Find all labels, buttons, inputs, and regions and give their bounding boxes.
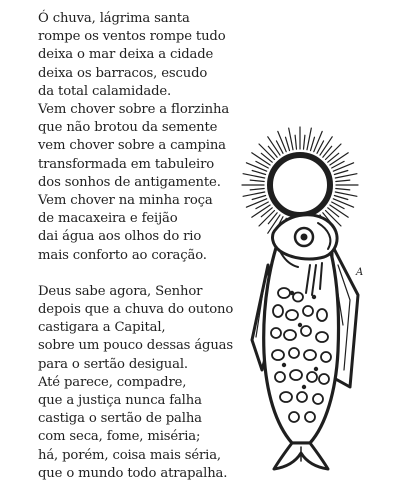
sun-ray xyxy=(336,189,350,190)
sun-ray xyxy=(334,171,347,175)
sun-ray xyxy=(289,128,293,150)
fish-icon xyxy=(252,215,358,469)
poem-line: depois que a chuva do outono xyxy=(38,302,234,318)
poem-line: mais conforto ao coração. xyxy=(38,247,207,263)
stanza-1 xyxy=(38,10,248,265)
sun-ray xyxy=(334,196,347,200)
sun-icon xyxy=(270,155,330,215)
sun-ray xyxy=(311,137,315,150)
sun-ray xyxy=(250,189,264,190)
poem-line: deixa o mar deixa a cidade xyxy=(38,47,214,63)
sun-ray xyxy=(335,174,357,178)
poem-line: Até parece, compadre, xyxy=(38,374,187,390)
poem-line: dai água aos olhos do rio xyxy=(38,229,202,245)
poem-line: para o sertão desigual. xyxy=(38,356,188,372)
sun-ray xyxy=(243,192,265,196)
poem-line: que o mundo todo atrapalha. xyxy=(38,465,228,481)
poem-line: Ó chuva, lágrima santa xyxy=(38,11,190,26)
sun-ray xyxy=(286,137,290,150)
poem-line: sobre um pouco dessas águas xyxy=(38,338,234,354)
sun-ray xyxy=(333,163,353,171)
sun-ray xyxy=(278,131,286,151)
poem-text xyxy=(38,10,248,483)
poem-line: que a justiça nunca falha xyxy=(38,393,202,409)
sun-ray xyxy=(304,135,305,149)
poem-line: com seca, fome, miséria; xyxy=(38,429,201,445)
poem-line: vem chover sobre a campina xyxy=(38,138,226,154)
artist-signature: A xyxy=(356,267,364,278)
sun-ray xyxy=(246,199,266,207)
poem-line: rompe os ventos rompe tudo xyxy=(38,29,226,45)
poem-line: dos sonhos de antigamente. xyxy=(38,174,221,190)
poem-line: castigara a Capital, xyxy=(38,320,166,336)
stanza-2 xyxy=(38,283,248,483)
sun-ray xyxy=(295,135,296,149)
poem-line: que não brotou da semente xyxy=(38,120,218,136)
sun-ray xyxy=(335,192,357,196)
poem-line: Vem chover na minha roça xyxy=(38,193,213,209)
sun-ray xyxy=(246,163,266,171)
sun-ray xyxy=(307,128,311,150)
poem-line: Deus sabe agora, Senhor xyxy=(38,283,203,299)
sun-ray xyxy=(333,199,353,207)
sun-ray xyxy=(252,171,265,175)
sun-ray xyxy=(336,180,350,181)
sun-ray xyxy=(314,131,322,151)
poem-line: de macaxeira e feijão xyxy=(38,211,178,227)
poem-line: há, porém, coisa mais séria, xyxy=(38,447,221,463)
poem-line: castiga o sertão de palha xyxy=(38,411,202,427)
poem-line: deixa os barracos, escudo xyxy=(38,65,208,81)
sun-ray xyxy=(252,196,265,200)
sun-ray xyxy=(250,180,264,181)
sun-ray xyxy=(243,174,265,178)
woodcut-fish-with-sun-icon xyxy=(240,125,380,480)
poem-line: transformada em tabuleiro xyxy=(38,156,215,172)
poem-line: da total calamidade. xyxy=(38,83,172,99)
poem-line: Vem chover sobre a florzinha xyxy=(38,102,230,118)
